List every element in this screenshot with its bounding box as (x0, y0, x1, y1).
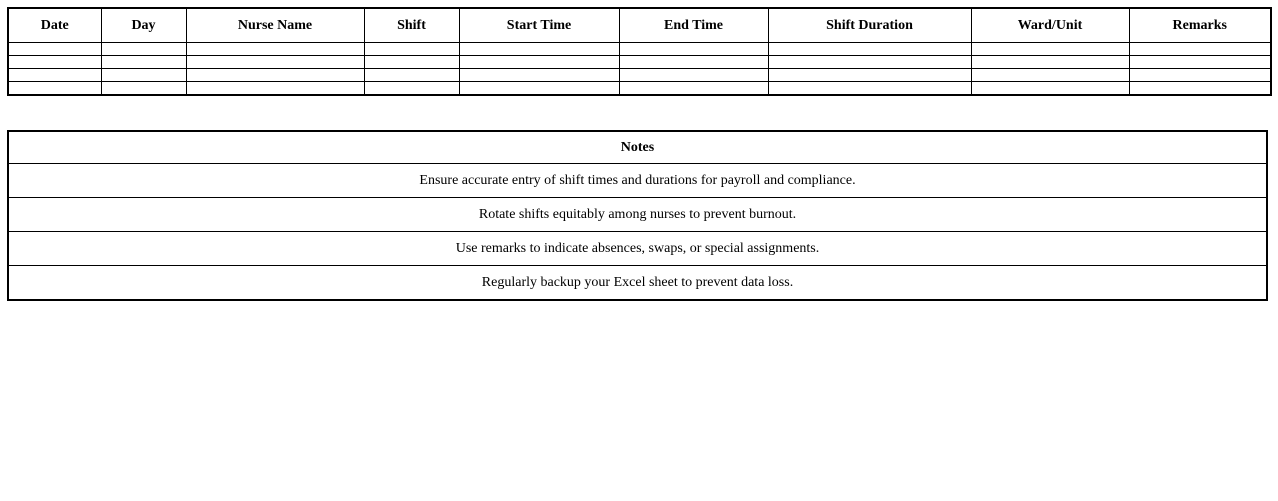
notes-title: Notes (8, 131, 1267, 164)
empty-cell (101, 43, 186, 56)
empty-cell (459, 43, 619, 56)
column-header-start-time: Start Time (459, 8, 619, 43)
empty-cell (186, 43, 364, 56)
column-header-shift-duration: Shift Duration (768, 8, 971, 43)
empty-cell (8, 82, 101, 96)
empty-cell (768, 82, 971, 96)
column-header-end-time: End Time (619, 8, 768, 43)
empty-cell (101, 82, 186, 96)
empty-cell (619, 82, 768, 96)
column-header-date: Date (8, 8, 101, 43)
note-item: Rotate shifts equitably among nurses to prevent burnout. (8, 198, 1267, 232)
header-row (8, 8, 1271, 43)
shift-schedule-table (7, 7, 1272, 96)
empty-cell (768, 43, 971, 56)
empty-cell (8, 56, 101, 69)
empty-cell (459, 69, 619, 82)
empty-cell (8, 69, 101, 82)
empty-cell (619, 56, 768, 69)
column-header-nurse-name: Nurse Name (186, 8, 364, 43)
empty-cell (971, 43, 1129, 56)
table-row (8, 56, 1271, 69)
table-row (8, 82, 1271, 96)
notes-header-row (8, 131, 1267, 164)
empty-cell (768, 56, 971, 69)
empty-cell (364, 69, 459, 82)
note-row (8, 266, 1267, 301)
note-item: Use remarks to indicate absences, swaps, or special assignments. (8, 232, 1267, 266)
empty-cell (971, 56, 1129, 69)
table-row (8, 43, 1271, 56)
column-header-day: Day (101, 8, 186, 43)
empty-cell (768, 69, 971, 82)
note-item: Regularly backup your Excel sheet to prevent data loss. (8, 266, 1267, 301)
note-row (8, 232, 1267, 266)
empty-cell (459, 56, 619, 69)
empty-cell (364, 82, 459, 96)
empty-cell (1129, 43, 1271, 56)
empty-cell (8, 43, 101, 56)
empty-cell (459, 82, 619, 96)
table-row (8, 69, 1271, 82)
empty-cell (971, 69, 1129, 82)
empty-cell (1129, 56, 1271, 69)
empty-cell (186, 69, 364, 82)
note-row (8, 198, 1267, 232)
column-header-remarks: Remarks (1129, 8, 1271, 43)
column-header-ward-unit: Ward/Unit (971, 8, 1129, 43)
empty-cell (1129, 69, 1271, 82)
empty-cell (971, 82, 1129, 96)
empty-cell (186, 56, 364, 69)
column-header-shift: Shift (364, 8, 459, 43)
empty-cell (619, 69, 768, 82)
empty-cell (1129, 82, 1271, 96)
notes-table (7, 130, 1268, 301)
empty-cell (619, 43, 768, 56)
note-row (8, 164, 1267, 198)
empty-cell (364, 56, 459, 69)
empty-cell (364, 43, 459, 56)
empty-cell (186, 82, 364, 96)
note-item: Ensure accurate entry of shift times and durations for payroll and compliance. (8, 164, 1267, 198)
empty-cell (101, 56, 186, 69)
empty-cell (101, 69, 186, 82)
